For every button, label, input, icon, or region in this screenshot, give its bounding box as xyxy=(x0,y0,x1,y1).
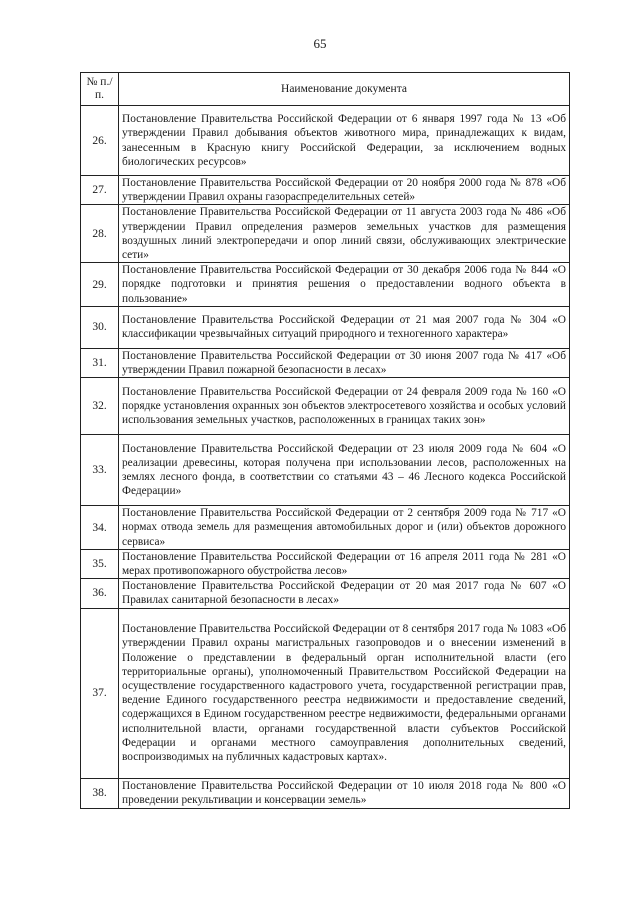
document-name: Постановление Правительства Российской Федерации от 23 июля 2009 года № 604 «О реализации древесины, которая получена при использовании лесов, расположенных на землях лесного фонда, в соответствии со статьями 43 – 46 Лесного кодекса Российской Федерации» xyxy=(119,435,570,506)
row-number: 30. xyxy=(81,306,119,348)
row-number: 31. xyxy=(81,348,119,377)
document-name: Постановление Правительства Российской Федерации от 30 июня 2007 года № 417 «Об утверждении Правил пожарной безопасности в лесах» xyxy=(119,348,570,377)
header-name: Наименование документа xyxy=(119,73,570,106)
document-name: Постановление Правительства Российской Федерации от 24 февраля 2009 года № 160 «О порядке установления охранных зон объектов электросетевого хозяйства и особых условий использования земельных участков, расположенных в границах таких зон» xyxy=(119,378,570,435)
table-row xyxy=(81,608,570,778)
documents-table xyxy=(80,72,570,809)
row-number: 32. xyxy=(81,378,119,435)
table-row xyxy=(81,106,570,176)
page-number: 65 xyxy=(313,36,327,51)
header-num: № п./п. xyxy=(81,73,119,106)
table-row xyxy=(81,506,570,550)
row-number: 37. xyxy=(81,608,119,778)
row-number: 27. xyxy=(81,176,119,205)
document-name: Постановление Правительства Российской Федерации от 20 мая 2017 года № 607 «О Правилах санитарной безопасности в лесах» xyxy=(119,579,570,608)
document-name: Постановление Правительства Российской Федерации от 20 ноября 2000 года № 878 «Об утверждении Правил охраны газораспределительных сетей» xyxy=(119,176,570,205)
table-row xyxy=(81,205,570,263)
row-number: 29. xyxy=(81,263,119,307)
table-row xyxy=(81,435,570,506)
row-number: 26. xyxy=(81,106,119,176)
table-row xyxy=(81,549,570,578)
row-number: 36. xyxy=(81,579,119,608)
document-name: Постановление Правительства Российской Федерации от 10 июля 2018 года № 800 «О проведении рекультивации и консервации земель» xyxy=(119,778,570,808)
document-name: Постановление Правительства Российской Федерации от 8 сентября 2017 года № 1083 «Об утверждении Правил охраны магистральных газопроводов и о внесении изменений в Положение о представлении в федеральный орган исполнительной власти (его территориальные органы), уполномоченный Правительством Российской Федерации на осуществление государственного кадастрового учета, государственной регистрации прав, ведение Единого государственного реестра недвижимости и предоставление сведений, содержащихся в Едином государственном реестре недвижимости, федеральными органами исполнительной власти, органами государственной власти субъектов Российской Федерации и органами местного самоуправления дополнительных сведений, воспроизводимых на публичных кадастровых картах». xyxy=(119,608,570,778)
table-row xyxy=(81,263,570,307)
document-name: Постановление Правительства Российской Федерации от 6 января 1997 года № 13 «Об утверждении Правил добывания объектов животного мира, принадлежащих к видам, занесенным в Красную книгу Российской Федерации, за исключением водных биологических ресурсов» xyxy=(119,106,570,176)
row-number: 33. xyxy=(81,435,119,506)
table-row xyxy=(81,176,570,205)
document-name: Постановление Правительства Российской Федерации от 21 мая 2007 года № 304 «О классификации чрезвычайных ситуаций природного и техногенного характера» xyxy=(119,306,570,348)
row-number: 35. xyxy=(81,549,119,578)
table-row xyxy=(81,306,570,348)
document-name: Постановление Правительства Российской Федерации от 16 апреля 2011 года № 281 «О мерах противопожарного обустройства лесов» xyxy=(119,549,570,578)
document-name: Постановление Правительства Российской Федерации от 30 декабря 2006 года № 844 «О порядке подготовки и принятия решения о предоставлении водного объекта в пользование» xyxy=(119,263,570,307)
table-header-row xyxy=(81,73,570,106)
table-row xyxy=(81,348,570,377)
table-row xyxy=(81,378,570,435)
row-number: 38. xyxy=(81,778,119,808)
table-row xyxy=(81,778,570,808)
document-name: Постановление Правительства Российской Федерации от 2 сентября 2009 года № 717 «О нормах отвода земель для размещения автомобильных дорог и (или) объектов дорожного сервиса» xyxy=(119,506,570,550)
document-name: Постановление Правительства Российской Федерации от 11 августа 2003 года № 486 «Об утверждении Правил определения размеров земельных участков для размещения воздушных линий электропередачи и опор линий связи, обслуживающих электрические сети» xyxy=(119,205,570,263)
row-number: 34. xyxy=(81,506,119,550)
row-number: 28. xyxy=(81,205,119,263)
table-row xyxy=(81,579,570,608)
